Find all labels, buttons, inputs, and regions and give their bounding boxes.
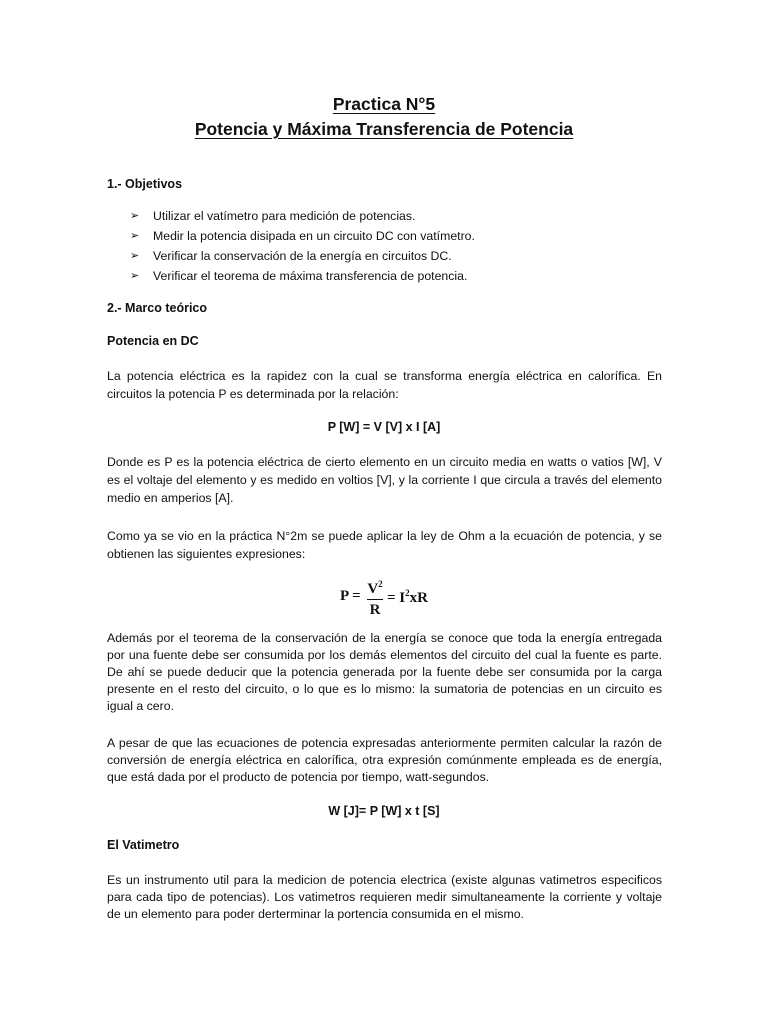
section-objetivos-heading: 1.- Objetivos — [107, 177, 183, 191]
paragraph-donde: Donde es P es la potencia eléctrica de cierto elemento en un circuito media en watts o vatios [W], V es el voltaje del elemento y es medido en voltios [V], y la corriente I que circula a través del elemento medio en amperios [A]. — [107, 455, 662, 505]
paragraph-energia: A pesar de que las ecuaciones de potencia expresadas anteriormente permiten calcular la razón de conversión de energía eléctrica en calorífica, otra expresión comúnmente empleada es de energía, que está dada por el producto de potencia por tiempo, watt-segundos. — [107, 736, 662, 784]
arrow-bullet-icon: ➢ — [130, 270, 140, 282]
list-item — [130, 266, 475, 286]
document-title-line2 — [0, 119, 768, 140]
objective-text: Verificar la conservación de la energía en circuitos DC. — [153, 249, 452, 263]
formula-lhs: P = — [340, 588, 361, 604]
fraction-bar — [367, 599, 383, 600]
list-item — [130, 246, 475, 266]
objective-text: Medir la potencia disipada en un circuito DC con vatímetro. — [153, 229, 475, 243]
power-formula — [340, 576, 460, 616]
rhs-pre: = I — [387, 590, 406, 606]
subheading-potencia-dc: Potencia en DC — [107, 334, 199, 348]
list-item — [130, 226, 475, 246]
paragraph-potencia-definicion: La potencia eléctrica es la rapidez con la cual se transforma energía eléctrica en calorífica. En circuitos la potencia P es determinada por la relación: — [107, 369, 662, 401]
objectives-list — [130, 206, 475, 286]
paragraph-vatimetro: Es un instrumento util para la medicion de potencia electrica (existe algunas vatimetros especificos para cada tipo de potencias). Los vatimetros requieren medir simultaneamente la corriente y voltaje de un elemento para poder derterminar la portencia consumida en el mismo. — [107, 873, 662, 921]
paragraph-ley-ohm: Como ya se vio en la práctica N°2m se puede aplicar la ley de Ohm a la ecuación de potencia, y se obtienen las siguientes expresiones: — [107, 529, 662, 561]
objective-text: Utilizar el vatímetro para medición de potencias. — [153, 209, 416, 223]
title-text-2: Potencia y Máxima Transferencia de Potencia — [194, 119, 574, 139]
document-title-line1 — [0, 94, 768, 115]
numerator-var: V — [367, 581, 379, 597]
formula-fraction — [367, 576, 383, 618]
formula-rhs — [387, 588, 428, 607]
arrow-bullet-icon: ➢ — [130, 250, 140, 262]
equation-energy: W [J]= P [W] x t [S] — [328, 804, 440, 818]
arrow-bullet-icon: ➢ — [130, 230, 140, 242]
formula-denominator: R — [369, 602, 381, 618]
list-item — [130, 206, 475, 226]
rhs-post: xR — [409, 590, 428, 606]
equation-power: P [W] = V [V] x I [A] — [327, 420, 441, 434]
title-text-1: Practica N°5 — [332, 94, 436, 114]
formula-numerator — [367, 576, 383, 597]
rhs-exponent: 2 — [405, 588, 410, 598]
arrow-bullet-icon: ➢ — [130, 210, 140, 222]
objective-text: Verificar el teorema de máxima transferencia de potencia. — [153, 269, 468, 283]
subheading-vatimetro: El Vatimetro — [107, 838, 180, 852]
section-marco-teorico-heading: 2.- Marco teórico — [107, 301, 208, 315]
numerator-exponent: 2 — [378, 579, 383, 589]
paragraph-conservacion: Además por el teorema de la conservación de la energía se conoce que toda la energía entregada por una fuente debe ser consumida por los demás elementos del circuito del cual la fuente es parte. De ahí se puede deducir que la potencia generada por la fuente debe ser consumida por la carga presente en el resto del circuito, o lo que es lo mismo: la sumatoria de potencias en un circuito es igual a cero. — [107, 631, 662, 713]
